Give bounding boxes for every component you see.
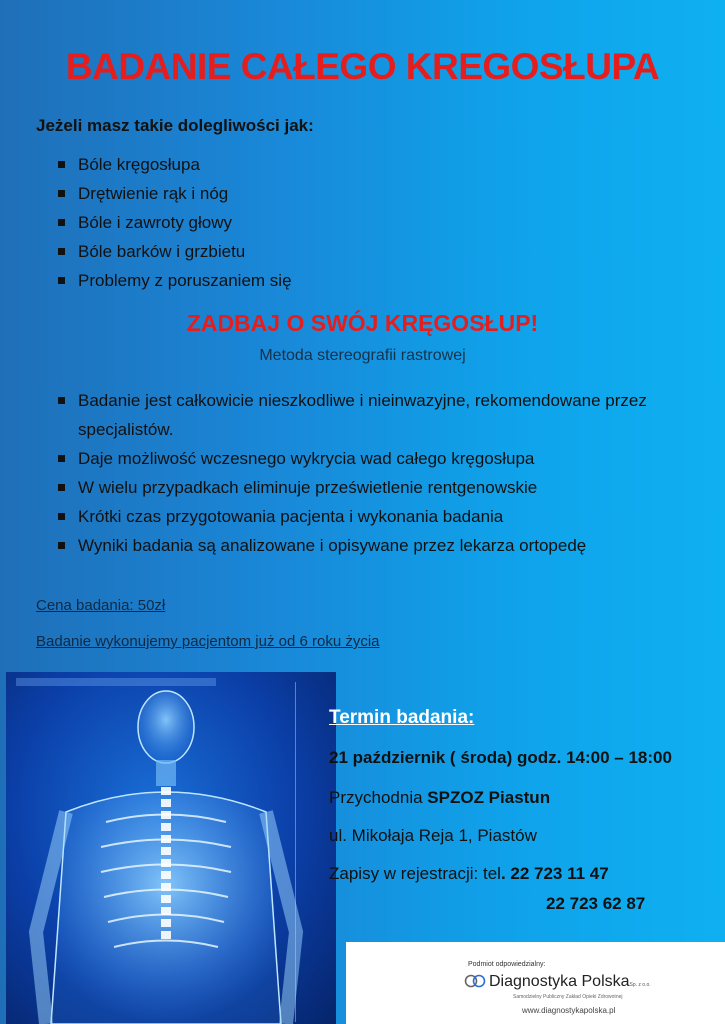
responsible-label: Podmiot odpowiedzialny:: [468, 961, 546, 968]
skeleton-illustration: [6, 672, 336, 1024]
term-heading: Termin badania:: [329, 707, 475, 728]
website-link[interactable]: www.diagnostykapolska.pl: [522, 1006, 616, 1015]
brand-subtitle: Samodzielny Publiczny Zakład Opieki Zdrowotnej: [513, 994, 623, 1000]
list-item: Wyniki badania są analizowane i opisywane przez lekarza ortopedę: [56, 531, 706, 560]
page-title: BADANIE CAŁEGO KREGOSŁUPA: [65, 46, 660, 87]
registration-prefix: Zapisy w rejestracji: tel: [329, 864, 501, 883]
list-item: W wielu przypadkach eliminuje prześwietlenie rentgenowskie: [56, 473, 706, 502]
list-item: Problemy z poruszaniem się: [56, 266, 292, 295]
slogan: ZADBAJ O SWÓJ KRĘGOSŁUP!: [186, 310, 539, 336]
list-item: Bóle barków i grzbietu: [56, 237, 292, 266]
clinic-name: SPZOZ Piastun: [427, 788, 551, 807]
intro-text: Jeżeli masz takie dolegliwości jak:: [36, 116, 314, 135]
list-item: Drętwienie rąk i nóg: [56, 179, 292, 208]
list-item: Krótki czas przygotowania pacjenta i wykonania badania: [56, 502, 706, 531]
body-figure-icon: [6, 672, 336, 1024]
list-item: Bóle i zawroty głowy: [56, 208, 292, 237]
brand-logo: [464, 973, 651, 991]
registration-line: [329, 864, 609, 884]
symptoms-list: [56, 150, 292, 295]
phone-number-1: . 22 723 11 47: [500, 864, 609, 883]
phone-number-2: 22 723 62 87: [546, 894, 646, 913]
list-item: Bóle kręgosłupa: [56, 150, 292, 179]
term-date: 21 październik ( środa) godz. 14:00 – 18:00: [329, 748, 672, 767]
logo-circles-icon: [464, 974, 486, 988]
sponsor-logo-box: [346, 942, 725, 1024]
clinic-prefix: Przychodnia: [329, 788, 428, 807]
method-subtitle: Metoda stereografii rastrowej: [259, 347, 466, 364]
benefits-list: [56, 386, 706, 560]
brand-suffix: Sp. z o.o.: [629, 982, 651, 988]
list-item: Daje możliwość wczesnego wykrycia wad całego kręgosłupa: [56, 444, 706, 473]
address-line: ul. Mikołaja Reja 1, Piastów: [329, 826, 537, 845]
clinic-line: [329, 788, 550, 808]
list-item: Badanie jest całkowicie nieszkodliwe i nieinwazyjne, rekomendowane przez specjalistów.: [56, 386, 706, 444]
brand-name: Diagnostyka Polska: [489, 973, 630, 990]
price-text: Cena badania: 50zł: [36, 597, 166, 614]
age-text: Badanie wykonujemy pacjentom już od 6 roku życia: [36, 633, 380, 650]
